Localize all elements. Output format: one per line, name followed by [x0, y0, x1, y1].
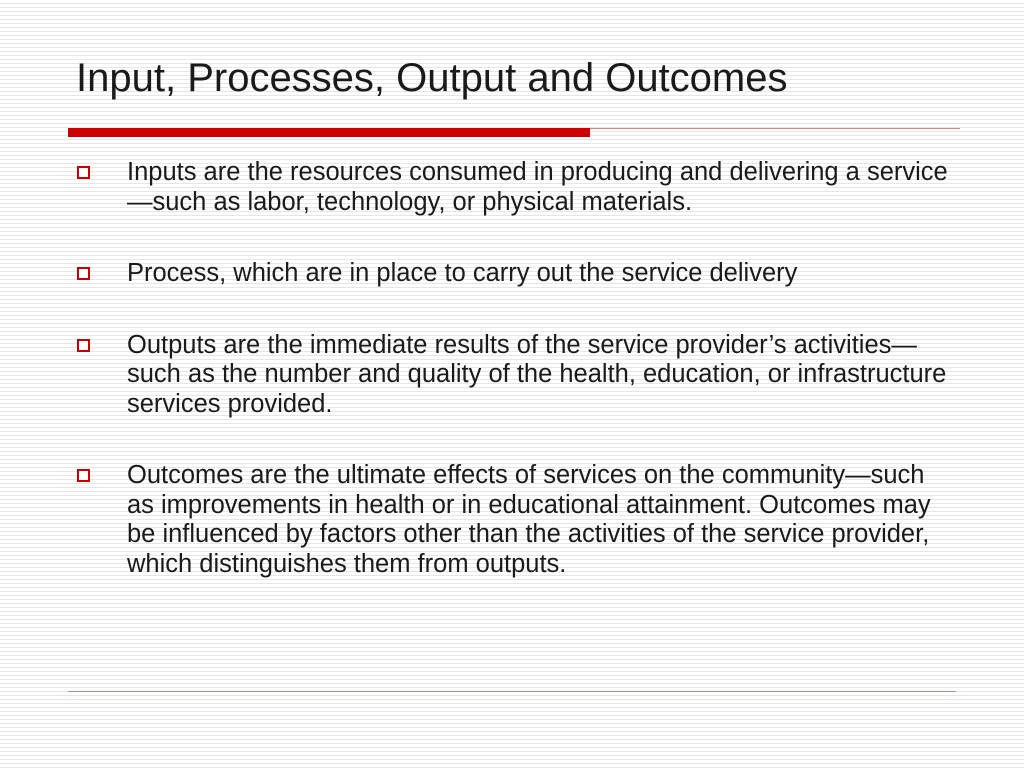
bullet-text: Outcomes are the ultimate effects of services on the community—such as improvements in health or in educational attainment. Outcomes may be influenced by factors other than the activities of the service provider, which distinguishes them from outputs.	[127, 461, 931, 578]
bullet-list	[76, 158, 956, 579]
title-underline-thin	[590, 128, 960, 129]
bullet-text: Process, which are in place to carry out the service delivery	[127, 259, 798, 287]
hollow-square-bullet-icon	[77, 469, 90, 482]
bullet-text: Inputs are the resources consumed in producing and delivering a service—such as labor, technology, or physical materials.	[127, 158, 948, 216]
bullet-item-inputs	[76, 158, 956, 217]
bullet-item-outcomes	[76, 461, 956, 579]
hollow-square-bullet-icon	[77, 339, 90, 352]
bullet-item-outputs	[76, 331, 956, 420]
bullet-text: Outputs are the immediate results of the service provider’s activities—such as the number and quality of the health, education, or infrastructure services provided.	[127, 330, 947, 418]
hollow-square-bullet-icon	[77, 166, 90, 179]
footer-divider	[68, 691, 956, 692]
bullet-item-process	[76, 259, 956, 289]
slide-title: Input, Processes, Output and Outcomes	[76, 56, 788, 100]
hollow-square-bullet-icon	[77, 267, 90, 280]
title-underline-accent	[68, 128, 590, 137]
